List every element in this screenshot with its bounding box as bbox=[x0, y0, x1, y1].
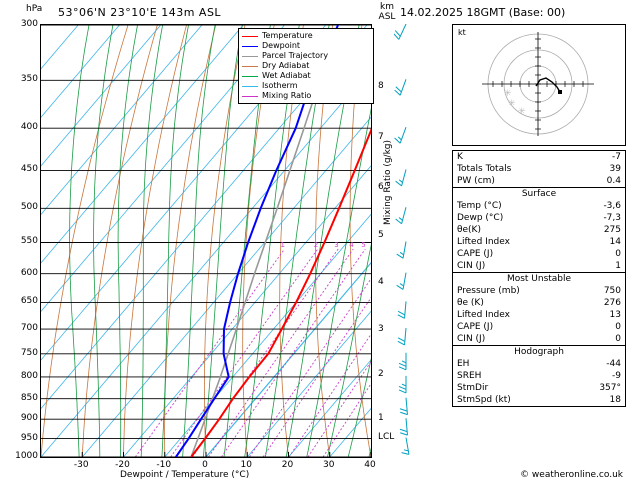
index-row bbox=[453, 382, 625, 394]
index-value: -44 bbox=[606, 359, 621, 369]
index-value: 357° bbox=[599, 383, 621, 393]
legend-item-dry-adiabat bbox=[242, 61, 370, 71]
pressure-tick-label: 550 bbox=[20, 236, 38, 247]
indices-section-surface: Surface bbox=[453, 187, 625, 200]
altitude-tick-label: 7 bbox=[378, 131, 384, 142]
index-row bbox=[453, 370, 625, 382]
index-row bbox=[453, 394, 625, 406]
altitude-axis-unit-label bbox=[376, 2, 398, 22]
index-label: PW (cm) bbox=[457, 176, 495, 186]
index-label: CIN (J) bbox=[457, 261, 486, 271]
index-row bbox=[453, 297, 625, 309]
index-value: -9 bbox=[612, 371, 621, 381]
svg-text:✳: ✳ bbox=[508, 99, 516, 109]
index-value: -3,6 bbox=[603, 201, 621, 211]
mixing-ratio-axis-title: Mixing Ratio (g/kg) bbox=[383, 139, 393, 225]
km-label-line1: km bbox=[380, 2, 394, 12]
legend-swatch-icon bbox=[242, 86, 258, 87]
index-value: 13 bbox=[609, 310, 621, 320]
index-value: 0.4 bbox=[606, 176, 621, 186]
legend-label: Wet Adiabat bbox=[262, 71, 311, 80]
index-label: Temp (°C) bbox=[457, 201, 502, 211]
index-label: Totals Totals bbox=[457, 164, 512, 174]
pressure-tick-label: 700 bbox=[20, 323, 38, 334]
altitude-tick-label: 2 bbox=[378, 368, 384, 379]
index-row bbox=[453, 212, 625, 224]
index-row bbox=[453, 248, 625, 260]
x-axis-title: Dewpoint / Temperature (°C) bbox=[120, 470, 250, 480]
legend-item-mixing-ratio bbox=[242, 91, 370, 101]
temperature-tick-label: -20 bbox=[115, 460, 130, 470]
legend-item-dewpoint bbox=[242, 41, 370, 51]
legend-swatch-icon bbox=[242, 66, 258, 67]
pressure-tick-label: 450 bbox=[20, 164, 38, 175]
legend-item-isotherm bbox=[242, 81, 370, 91]
pressure-tick-label: 1000 bbox=[15, 451, 38, 461]
index-value: 14 bbox=[609, 237, 621, 247]
index-label: Lifted Index bbox=[457, 237, 510, 247]
index-row bbox=[453, 236, 625, 248]
altitude-tick-label: 5 bbox=[378, 229, 384, 240]
index-label: Dewp (°C) bbox=[457, 213, 504, 223]
index-value: 750 bbox=[603, 286, 621, 296]
index-value: 0 bbox=[615, 322, 621, 332]
temperature-tick-label: -30 bbox=[73, 460, 89, 470]
svg-text:5: 5 bbox=[361, 240, 366, 249]
copyright-label: © weatheronline.co.uk bbox=[520, 470, 623, 480]
legend-swatch-icon bbox=[242, 56, 258, 57]
station-title: 53°06'N 23°10'E 143m ASL bbox=[58, 6, 222, 19]
hodograph-storm-motion-marker bbox=[558, 90, 562, 94]
index-row bbox=[453, 309, 625, 321]
temperature-tick-label: 10 bbox=[240, 460, 252, 470]
altitude-tick-label: 6 bbox=[378, 181, 384, 192]
pressure-tick-label: 800 bbox=[20, 370, 38, 381]
svg-text:✳: ✳ bbox=[518, 107, 526, 117]
temperature-tick-label: 40 bbox=[364, 460, 376, 470]
indices-section-hodograph: Hodograph bbox=[453, 345, 625, 358]
altitude-tick-label: 1 bbox=[378, 412, 384, 423]
altitude-tick-label: 3 bbox=[378, 323, 384, 334]
index-value: 0 bbox=[615, 334, 621, 344]
lcl-label: LCL bbox=[378, 432, 395, 442]
legend-item-wet-adiabat bbox=[242, 71, 370, 81]
index-label: CAPE (J) bbox=[457, 322, 494, 332]
index-value: 276 bbox=[603, 298, 621, 308]
svg-text:4: 4 bbox=[349, 240, 354, 249]
legend-label: Dry Adiabat bbox=[262, 61, 310, 70]
index-value: 39 bbox=[609, 164, 621, 174]
index-row bbox=[453, 200, 625, 212]
legend-swatch-icon bbox=[242, 36, 258, 37]
wind-barb-column bbox=[394, 24, 418, 456]
temperature-tick-label: -10 bbox=[156, 460, 172, 470]
pressure-tick-label: 500 bbox=[20, 202, 38, 213]
index-value: 0 bbox=[615, 249, 621, 259]
legend-label: Dewpoint bbox=[262, 41, 301, 50]
index-row bbox=[453, 285, 625, 297]
legend-label: Temperature bbox=[262, 31, 313, 40]
pressure-tick-label: 850 bbox=[20, 392, 38, 403]
pressure-tick-label: 650 bbox=[20, 296, 38, 307]
altitude-tick-label: 8 bbox=[378, 81, 384, 92]
legend-item-parcel-trajectory bbox=[242, 51, 370, 61]
index-label: θe (K) bbox=[457, 298, 484, 308]
index-row bbox=[453, 358, 625, 370]
index-row bbox=[453, 260, 625, 272]
index-label: K bbox=[457, 152, 463, 162]
svg-text:3: 3 bbox=[334, 240, 339, 249]
svg-text:✳: ✳ bbox=[504, 89, 512, 99]
date-title: 14.02.2025 18GMT (Base: 00) bbox=[400, 6, 566, 19]
indices-section-most-unstable: Most Unstable bbox=[453, 272, 625, 285]
index-row bbox=[453, 224, 625, 236]
index-label: Lifted Index bbox=[457, 310, 510, 320]
legend-swatch-icon bbox=[242, 46, 258, 47]
index-value: -7 bbox=[612, 152, 621, 162]
legend bbox=[238, 28, 374, 104]
pressure-tick-label: 750 bbox=[20, 347, 38, 358]
index-label: EH bbox=[457, 359, 470, 369]
hodograph-unit-label: kt bbox=[458, 28, 466, 37]
altitude-tick-label: 4 bbox=[378, 277, 384, 288]
temperature-tick-label: 20 bbox=[281, 460, 294, 470]
index-label: SREH bbox=[457, 371, 482, 381]
svg-text:1: 1 bbox=[280, 240, 286, 249]
index-label: CAPE (J) bbox=[457, 249, 494, 259]
index-label: StmSpd (kt) bbox=[457, 395, 511, 405]
pressure-tick-label: 900 bbox=[20, 413, 38, 424]
index-value: -7,3 bbox=[603, 213, 621, 223]
index-label: Pressure (mb) bbox=[457, 286, 520, 296]
index-value: 1 bbox=[615, 261, 621, 271]
pressure-tick-label: 950 bbox=[20, 432, 38, 443]
pressure-tick-label: 300 bbox=[20, 19, 38, 29]
index-row bbox=[453, 175, 625, 187]
pressure-tick-label: 350 bbox=[20, 74, 38, 85]
hodograph-svg bbox=[453, 25, 623, 143]
legend-item-temperature bbox=[242, 31, 370, 41]
legend-label: Mixing Ratio bbox=[262, 91, 312, 100]
temperature-tick-label: 0 bbox=[202, 460, 208, 470]
legend-swatch-icon bbox=[242, 96, 258, 97]
index-row bbox=[453, 321, 625, 333]
index-label: θe(K) bbox=[457, 225, 481, 235]
legend-label: Parcel Trajectory bbox=[262, 51, 329, 60]
temperature-tick-label: 30 bbox=[323, 460, 335, 470]
index-row bbox=[453, 163, 625, 175]
index-label: CIN (J) bbox=[457, 334, 486, 344]
km-label-line2: ASL bbox=[378, 12, 396, 22]
index-value: 275 bbox=[603, 225, 621, 235]
pressure-axis-unit-label: hPa bbox=[26, 4, 43, 14]
hodograph-panel bbox=[452, 24, 626, 146]
index-row bbox=[453, 333, 625, 345]
legend-swatch-icon bbox=[242, 76, 258, 77]
pressure-tick-label: 400 bbox=[20, 122, 38, 133]
svg-text:2: 2 bbox=[313, 240, 319, 249]
index-label: StmDir bbox=[457, 383, 489, 393]
index-row bbox=[453, 151, 625, 163]
legend-label: Isotherm bbox=[262, 81, 298, 90]
index-value: 18 bbox=[609, 395, 621, 405]
pressure-tick-label: 600 bbox=[20, 267, 38, 278]
indices-panel bbox=[452, 150, 626, 407]
